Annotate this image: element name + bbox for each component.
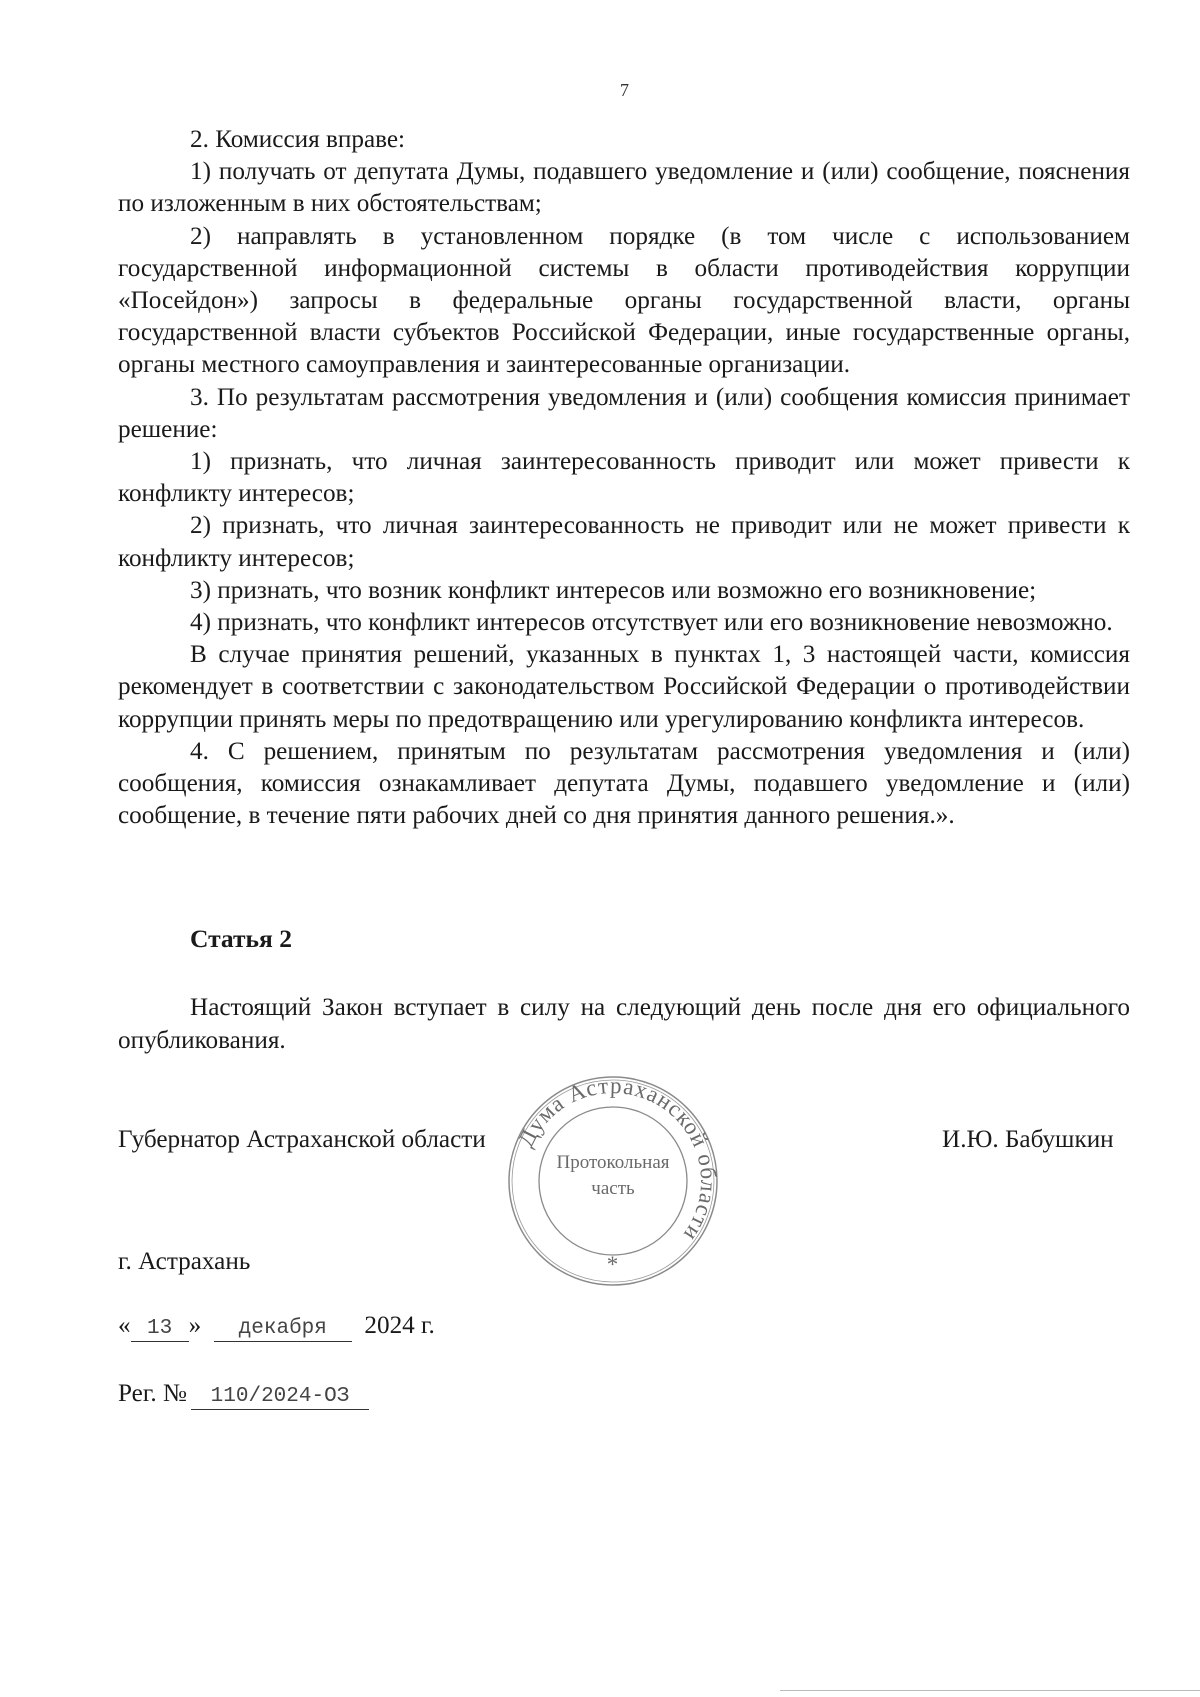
registration-label: Рег. № <box>118 1380 187 1407</box>
paragraph: 4) признать, что конфликт интересов отсутствует или его возникновение невозможно. <box>190 609 1113 637</box>
paragraph: 2) направлять в установленном порядке (в том числе с использованием государственной информационной системы в области противодействия коррупции «Посейдон») запросы в федеральные органы государственной власти, органы государственной власти субъектов Российской Федерации, иные государственные органы, органы местного самоуправления и заинтересованные организации. <box>118 222 1130 379</box>
seal-ring-text: Дума Астраханской области <box>512 1072 722 1247</box>
date-open-quote: « <box>118 1312 131 1339</box>
seal-star-icon: * <box>606 1252 620 1277</box>
signer-name: И.Ю. Бабушкин <box>942 1126 1114 1153</box>
page-number: 7 <box>620 80 629 100</box>
paragraph: 4. С решением, принятым по результатам рассмотрения уведомления и (или) сообщения, комиссия ознакамливает депутата Думы, подавшего уведомление и (или) сообщение, в течение пяти рабочих дней со дня принятия данного решения.». <box>118 737 1130 830</box>
seal-center-line: Протокольная <box>556 1152 670 1173</box>
law-text-section <box>118 124 1130 832</box>
official-seal <box>504 1072 722 1290</box>
paragraph: В случае принятия решений, указанных в пунктах 1, 3 настоящей части, комиссия рекомендует в соответствии с законодательством Российской Федерации о противодействии коррупции принять меры по предотвращению или урегулированию конфликта интересов. <box>118 641 1130 733</box>
seal-center-text <box>504 1150 722 1202</box>
date-day: 13 <box>131 1317 189 1342</box>
registration-number: 110/2024-ОЗ <box>191 1385 369 1410</box>
seal-center-line: часть <box>591 1178 635 1199</box>
signing-date <box>118 1312 435 1342</box>
paragraph: 3. По результатам рассмотрения уведомления и (или) сообщения комиссия принимает решение: <box>118 383 1130 443</box>
date-year: 2024 г. <box>364 1312 435 1339</box>
article-text <box>118 991 1130 1057</box>
scan-artifact-line <box>780 1690 1200 1691</box>
date-month: декабря <box>214 1317 352 1342</box>
paragraph: 2. Комиссия вправе: <box>190 126 406 153</box>
paragraph: 1) признать, что личная заинтересованность приводит или может привести к конфликту интересов; <box>118 448 1130 508</box>
registration-line <box>118 1380 369 1410</box>
date-close-quote: » <box>188 1312 202 1339</box>
signer-position: Губернатор Астраханской области <box>118 1126 486 1153</box>
paragraph: 3) признать, что возник конфликт интересов или возможно его возникновение; <box>190 576 1037 604</box>
paragraph: 2) признать, что личная заинтересованность не приводит или не может привести к конфликту интересов; <box>118 512 1130 572</box>
article-title: Статья 2 <box>190 924 292 953</box>
paragraph: 1) получать от депутата Думы, подавшего уведомление и (или) сообщение, пояснения по изложенным в них обстоятельствам; <box>118 158 1130 218</box>
signing-place: г. Астрахань <box>118 1248 251 1275</box>
article-paragraph: Настоящий Закон вступает в силу на следующий день после дня его официального опубликования. <box>118 994 1130 1054</box>
